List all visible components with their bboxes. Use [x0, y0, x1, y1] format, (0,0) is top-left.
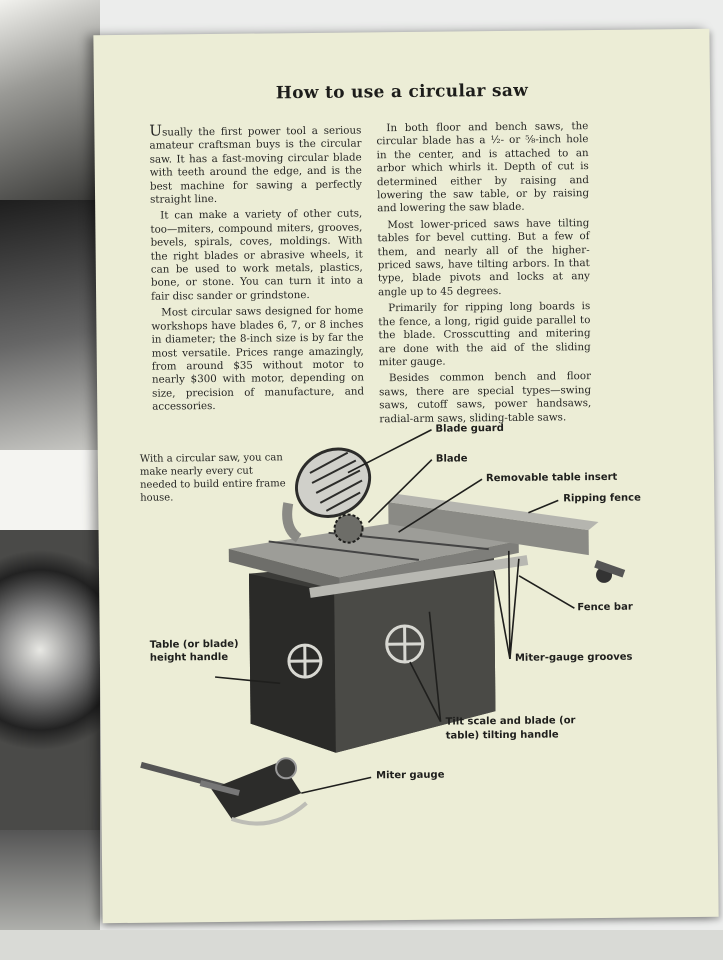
table-saw-illustration	[93, 29, 718, 923]
paragraph: Most lower-priced saws have tilting tables for bevel cutting. But a few of them, and nearly all of the higher-priced saws, have tilting arbors. In that type, blade pivots and locks at any angle up to 45 degrees.	[377, 216, 590, 299]
label-miter-grooves: Miter-gauge grooves	[514, 651, 633, 664]
height-handwheel	[289, 645, 321, 677]
paragraph: Primarily for ripping long boards is the fence, a long, rigid guide parallel to the blade. Crosscutting and mitering are done with the aid of the sliding miter gauge.	[378, 300, 591, 369]
label-tilt-handle: Tilt scale and blade (or table) tilting handle	[445, 715, 576, 742]
article-title: How to use a circular saw	[275, 80, 529, 104]
label-ripping-fence: Ripping fence	[563, 492, 641, 505]
figure-caption: With a circular saw, you can make nearly every cut needed to build entire frame house.	[139, 452, 286, 504]
miter-gauge-drawing	[141, 758, 307, 825]
label-miter-gauge: Miter gauge	[376, 769, 445, 782]
tilt-handwheel	[387, 626, 423, 662]
label-fence-bar: Fence bar	[577, 601, 633, 614]
paragraph: Usually the first power tool a serious amateur craftsman buys is the circular saw. It has a fast-moving circular blade with teeth around the edge, and is the best machine for sawing a perfectly straight line.	[149, 121, 363, 206]
paragraph: Besides common bench and floor saws, there are special types—swing saws, cutoff saws, power handsaws, radial-arm saws, sliding-table saws.	[379, 370, 592, 425]
table-surface	[0, 930, 723, 960]
paragraph: It can make a variety of other cuts, too—miters, compound miters, grooves, bevels, spirals, coves, moldings. With the right blades or abrasive wheels, it can be used to work metals, plastics, bone, or stone. You can turn it into a fair disc sander or grindstone.	[150, 207, 364, 303]
paragraph: In both floor and bench saws, the circular blade has a ½- or ⅝-inch hole in the center, and is attached to an arbor which whirls it. Depth of cut is determined either by raising and lowering the saw table, or by raising and lowering the saw blade.	[376, 120, 590, 215]
paragraph: Most circular saws designed for home workshops have blades 6, 7, or 8 inches in diameter; the 8-inch size is by far the most versatile. Prices range amazingly, from around $35 without motor to nearly $300 with motor, depending on size, precision of manufacture, and accessories.	[151, 304, 365, 413]
book-page	[93, 29, 718, 923]
label-height-handle: Table (or blade) height handle	[149, 638, 239, 664]
label-blade-guard: Blade guard	[435, 422, 504, 435]
label-table-insert: Removable table insert	[485, 471, 618, 485]
facing-page-photo	[0, 0, 100, 960]
label-blade: Blade	[435, 453, 468, 465]
